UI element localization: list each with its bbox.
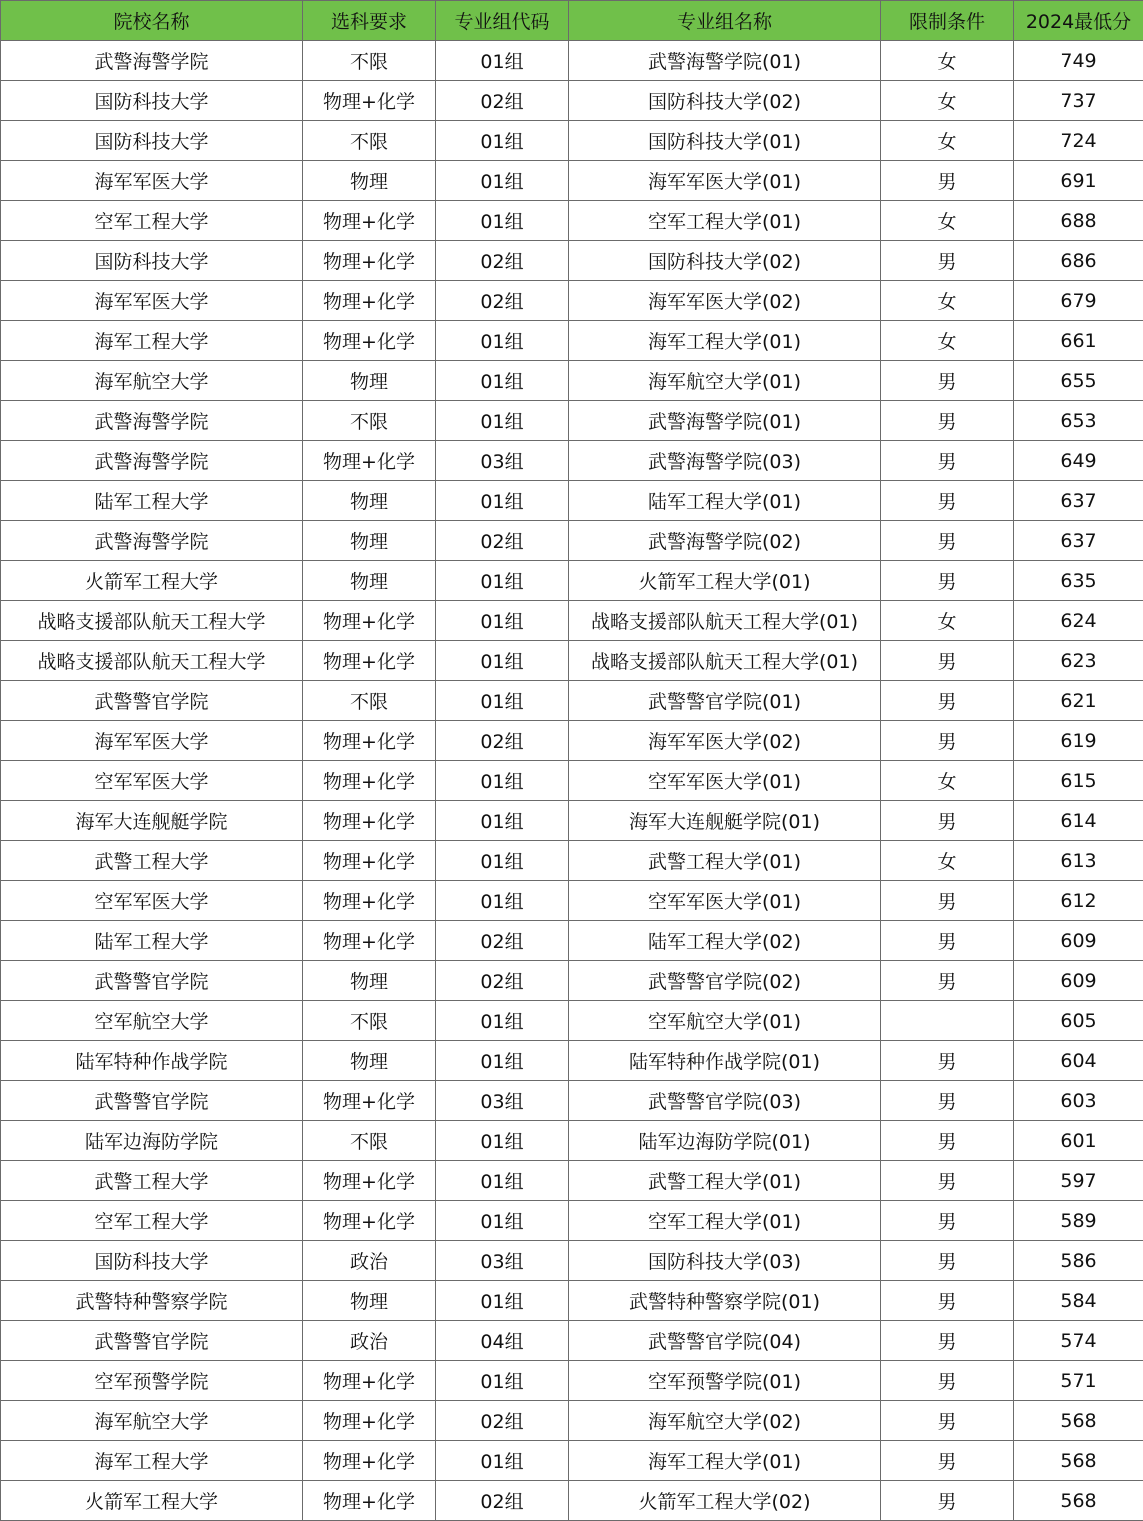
cell-group-code: 01组 (436, 1281, 569, 1321)
cell-subject-requirement: 不限 (303, 121, 436, 161)
cell-school-name: 国防科技大学 (1, 121, 303, 161)
table-row (1, 1121, 1143, 1161)
cell-group-name: 海军军医大学(01) (569, 161, 881, 201)
cell-restriction: 男 (881, 161, 1014, 201)
cell-min-score: 679 (1014, 281, 1143, 321)
cell-subject-requirement: 物理+化学 (303, 801, 436, 841)
cell-restriction: 女 (881, 761, 1014, 801)
cell-min-score: 737 (1014, 81, 1143, 121)
table-row (1, 401, 1143, 441)
cell-min-score: 574 (1014, 1321, 1143, 1361)
cell-min-score: 691 (1014, 161, 1143, 201)
table-body (1, 41, 1143, 1521)
cell-group-code: 01组 (436, 1441, 569, 1481)
cell-subject-requirement: 物理+化学 (303, 601, 436, 641)
cell-restriction: 男 (881, 921, 1014, 961)
cell-restriction: 男 (881, 1241, 1014, 1281)
cell-school-name: 陆军工程大学 (1, 921, 303, 961)
table-row (1, 281, 1143, 321)
cell-restriction: 女 (881, 121, 1014, 161)
table-row (1, 561, 1143, 601)
cell-school-name: 国防科技大学 (1, 81, 303, 121)
table-row (1, 681, 1143, 721)
cell-group-name: 陆军边海防学院(01) (569, 1121, 881, 1161)
cell-group-name: 战略支援部队航天工程大学(01) (569, 601, 881, 641)
cell-group-name: 空军航空大学(01) (569, 1001, 881, 1041)
table-row (1, 1481, 1143, 1521)
cell-subject-requirement: 物理 (303, 961, 436, 1001)
cell-school-name: 国防科技大学 (1, 1241, 303, 1281)
header-min-score-2024: 2024最低分 (1014, 1, 1143, 41)
cell-group-code: 01组 (436, 1201, 569, 1241)
cell-school-name: 战略支援部队航天工程大学 (1, 601, 303, 641)
cell-group-code: 01组 (436, 481, 569, 521)
table-row (1, 961, 1143, 1001)
cell-subject-requirement: 不限 (303, 401, 436, 441)
cell-group-name: 海军工程大学(01) (569, 1441, 881, 1481)
cell-group-name: 国防科技大学(01) (569, 121, 881, 161)
cell-group-name: 武警海警学院(01) (569, 41, 881, 81)
cell-group-code: 01组 (436, 121, 569, 161)
table-row (1, 1041, 1143, 1081)
cell-group-name: 陆军工程大学(02) (569, 921, 881, 961)
cell-group-name: 国防科技大学(02) (569, 81, 881, 121)
header-subject-requirement: 选科要求 (303, 1, 436, 41)
cell-group-code: 01组 (436, 361, 569, 401)
cell-group-code: 01组 (436, 681, 569, 721)
table-row (1, 1441, 1143, 1481)
table-row (1, 1201, 1143, 1241)
cell-restriction: 女 (881, 41, 1014, 81)
cell-subject-requirement: 物理+化学 (303, 1081, 436, 1121)
cell-min-score: 724 (1014, 121, 1143, 161)
cell-subject-requirement: 物理+化学 (303, 321, 436, 361)
cell-restriction: 男 (881, 241, 1014, 281)
cell-restriction: 女 (881, 321, 1014, 361)
table-row (1, 1001, 1143, 1041)
table-row (1, 1281, 1143, 1321)
cell-min-score: 653 (1014, 401, 1143, 441)
cell-subject-requirement: 物理 (303, 1041, 436, 1081)
cell-school-name: 火箭军工程大学 (1, 1481, 303, 1521)
cell-restriction: 女 (881, 601, 1014, 641)
cell-school-name: 海军军医大学 (1, 721, 303, 761)
cell-subject-requirement: 物理+化学 (303, 441, 436, 481)
cell-subject-requirement: 物理+化学 (303, 241, 436, 281)
cell-group-code: 01组 (436, 801, 569, 841)
table-row (1, 1241, 1143, 1281)
cell-group-code: 03组 (436, 441, 569, 481)
cell-restriction: 女 (881, 201, 1014, 241)
cell-school-name: 空军军医大学 (1, 881, 303, 921)
table-row (1, 441, 1143, 481)
cell-subject-requirement: 物理+化学 (303, 641, 436, 681)
table-row (1, 641, 1143, 681)
cell-group-name: 火箭军工程大学(02) (569, 1481, 881, 1521)
cell-restriction: 男 (881, 361, 1014, 401)
cell-subject-requirement: 不限 (303, 681, 436, 721)
table-row (1, 241, 1143, 281)
cell-school-name: 空军军医大学 (1, 761, 303, 801)
cell-school-name: 空军航空大学 (1, 1001, 303, 1041)
cell-school-name: 武警海警学院 (1, 401, 303, 441)
cell-restriction: 男 (881, 1441, 1014, 1481)
cell-school-name: 武警海警学院 (1, 441, 303, 481)
cell-min-score: 612 (1014, 881, 1143, 921)
cell-group-code: 02组 (436, 1481, 569, 1521)
cell-group-code: 02组 (436, 241, 569, 281)
cell-school-name: 海军工程大学 (1, 1441, 303, 1481)
cell-school-name: 武警警官学院 (1, 961, 303, 1001)
cell-group-code: 01组 (436, 161, 569, 201)
cell-restriction: 男 (881, 1041, 1014, 1081)
cell-group-code: 01组 (436, 601, 569, 641)
cell-group-name: 空军军医大学(01) (569, 881, 881, 921)
cell-school-name: 海军大连舰艇学院 (1, 801, 303, 841)
cell-school-name: 陆军特种作战学院 (1, 1041, 303, 1081)
table-row (1, 881, 1143, 921)
cell-group-name: 火箭军工程大学(01) (569, 561, 881, 601)
cell-min-score: 586 (1014, 1241, 1143, 1281)
cell-min-score: 615 (1014, 761, 1143, 801)
table-row (1, 41, 1143, 81)
cell-group-name: 海军大连舰艇学院(01) (569, 801, 881, 841)
header-restriction: 限制条件 (881, 1, 1014, 41)
cell-group-code: 01组 (436, 761, 569, 801)
cell-group-name: 海军航空大学(01) (569, 361, 881, 401)
cell-subject-requirement: 物理+化学 (303, 1361, 436, 1401)
cell-min-score: 609 (1014, 921, 1143, 961)
cell-min-score: 571 (1014, 1361, 1143, 1401)
cell-group-code: 01组 (436, 641, 569, 681)
cell-group-name: 海军军医大学(02) (569, 721, 881, 761)
cell-school-name: 陆军工程大学 (1, 481, 303, 521)
cell-subject-requirement: 物理 (303, 1281, 436, 1321)
cell-subject-requirement: 政治 (303, 1241, 436, 1281)
cell-group-code: 01组 (436, 321, 569, 361)
cell-group-name: 陆军特种作战学院(01) (569, 1041, 881, 1081)
cell-min-score: 614 (1014, 801, 1143, 841)
cell-subject-requirement: 物理+化学 (303, 1161, 436, 1201)
cell-school-name: 战略支援部队航天工程大学 (1, 641, 303, 681)
cell-min-score: 568 (1014, 1401, 1143, 1441)
cell-school-name: 空军工程大学 (1, 1201, 303, 1241)
cell-group-code: 02组 (436, 721, 569, 761)
cell-group-name: 陆军工程大学(01) (569, 481, 881, 521)
cell-group-name: 国防科技大学(02) (569, 241, 881, 281)
cell-min-score: 637 (1014, 521, 1143, 561)
cell-restriction (881, 1001, 1014, 1041)
cell-group-code: 01组 (436, 1041, 569, 1081)
cell-school-name: 火箭军工程大学 (1, 561, 303, 601)
cell-restriction: 男 (881, 521, 1014, 561)
cell-group-code: 02组 (436, 1401, 569, 1441)
header-group-code: 专业组代码 (436, 1, 569, 41)
cell-min-score: 589 (1014, 1201, 1143, 1241)
cell-group-code: 01组 (436, 201, 569, 241)
cell-group-name: 武警海警学院(02) (569, 521, 881, 561)
cell-subject-requirement: 物理+化学 (303, 761, 436, 801)
cell-school-name: 武警警官学院 (1, 681, 303, 721)
cell-subject-requirement: 物理 (303, 361, 436, 401)
cell-group-name: 武警工程大学(01) (569, 1161, 881, 1201)
cell-group-code: 03组 (436, 1081, 569, 1121)
table-row (1, 1321, 1143, 1361)
cell-group-code: 01组 (436, 1001, 569, 1041)
header-group-name: 专业组名称 (569, 1, 881, 41)
cell-min-score: 584 (1014, 1281, 1143, 1321)
table-row (1, 801, 1143, 841)
cell-school-name: 海军军医大学 (1, 161, 303, 201)
cell-group-code: 04组 (436, 1321, 569, 1361)
cell-min-score: 568 (1014, 1481, 1143, 1521)
cell-subject-requirement: 物理 (303, 161, 436, 201)
cell-school-name: 空军预警学院 (1, 1361, 303, 1401)
header-row (1, 1, 1143, 41)
cell-group-name: 空军军医大学(01) (569, 761, 881, 801)
cell-subject-requirement: 物理+化学 (303, 721, 436, 761)
table-row (1, 1161, 1143, 1201)
cell-min-score: 688 (1014, 201, 1143, 241)
cell-group-code: 02组 (436, 961, 569, 1001)
header-school-name: 院校名称 (1, 1, 303, 41)
cell-group-code: 01组 (436, 1121, 569, 1161)
cell-group-code: 01组 (436, 841, 569, 881)
cell-school-name: 武警海警学院 (1, 41, 303, 81)
table-row (1, 81, 1143, 121)
table-row (1, 481, 1143, 521)
cell-group-code: 01组 (436, 1161, 569, 1201)
cell-restriction: 男 (881, 561, 1014, 601)
table-row (1, 161, 1143, 201)
table-row (1, 1081, 1143, 1121)
cell-restriction: 男 (881, 681, 1014, 721)
cell-subject-requirement: 物理+化学 (303, 881, 436, 921)
table-row (1, 761, 1143, 801)
table-row (1, 1361, 1143, 1401)
cell-subject-requirement: 物理+化学 (303, 281, 436, 321)
table-row (1, 721, 1143, 761)
cell-group-name: 空军预警学院(01) (569, 1361, 881, 1401)
table-row (1, 1401, 1143, 1441)
cell-subject-requirement: 物理+化学 (303, 1401, 436, 1441)
cell-school-name: 海军军医大学 (1, 281, 303, 321)
table-row (1, 521, 1143, 561)
cell-group-code: 03组 (436, 1241, 569, 1281)
cell-min-score: 649 (1014, 441, 1143, 481)
cell-group-name: 战略支援部队航天工程大学(01) (569, 641, 881, 681)
cell-group-name: 海军航空大学(02) (569, 1401, 881, 1441)
cell-group-code: 01组 (436, 881, 569, 921)
cell-group-name: 武警海警学院(01) (569, 401, 881, 441)
cell-school-name: 海军工程大学 (1, 321, 303, 361)
cell-min-score: 568 (1014, 1441, 1143, 1481)
cell-school-name: 海军航空大学 (1, 1401, 303, 1441)
cell-min-score: 609 (1014, 961, 1143, 1001)
cell-group-code: 02组 (436, 921, 569, 961)
cell-subject-requirement: 物理+化学 (303, 1201, 436, 1241)
cell-restriction: 男 (881, 481, 1014, 521)
cell-restriction: 男 (881, 881, 1014, 921)
cell-min-score: 621 (1014, 681, 1143, 721)
cell-min-score: 686 (1014, 241, 1143, 281)
cell-school-name: 武警工程大学 (1, 1161, 303, 1201)
cell-group-code: 02组 (436, 281, 569, 321)
cell-group-code: 02组 (436, 81, 569, 121)
cell-group-name: 空军工程大学(01) (569, 1201, 881, 1241)
cell-group-code: 01组 (436, 401, 569, 441)
cell-min-score: 624 (1014, 601, 1143, 641)
cell-school-name: 国防科技大学 (1, 241, 303, 281)
cell-group-name: 空军工程大学(01) (569, 201, 881, 241)
cell-restriction: 男 (881, 1481, 1014, 1521)
cell-restriction: 男 (881, 1401, 1014, 1441)
cell-restriction: 男 (881, 1361, 1014, 1401)
cell-subject-requirement: 政治 (303, 1321, 436, 1361)
table-row (1, 121, 1143, 161)
cell-group-name: 武警特种警察学院(01) (569, 1281, 881, 1321)
cell-group-name: 武警警官学院(02) (569, 961, 881, 1001)
cell-group-name: 武警警官学院(04) (569, 1321, 881, 1361)
cell-group-name: 国防科技大学(03) (569, 1241, 881, 1281)
cell-restriction: 男 (881, 1281, 1014, 1321)
cell-restriction: 男 (881, 1081, 1014, 1121)
cell-subject-requirement: 不限 (303, 41, 436, 81)
table-header (1, 1, 1143, 41)
cell-group-name: 武警工程大学(01) (569, 841, 881, 881)
cell-restriction: 男 (881, 1201, 1014, 1241)
cell-restriction: 女 (881, 841, 1014, 881)
table-row (1, 321, 1143, 361)
cell-restriction: 男 (881, 441, 1014, 481)
cell-subject-requirement: 物理+化学 (303, 921, 436, 961)
cell-subject-requirement: 物理 (303, 521, 436, 561)
cell-min-score: 605 (1014, 1001, 1143, 1041)
cell-restriction: 男 (881, 721, 1014, 761)
cell-group-name: 武警警官学院(03) (569, 1081, 881, 1121)
cell-subject-requirement: 物理+化学 (303, 841, 436, 881)
table-row (1, 201, 1143, 241)
cell-subject-requirement: 物理+化学 (303, 1481, 436, 1521)
cell-group-code: 02组 (436, 521, 569, 561)
cell-restriction: 男 (881, 641, 1014, 681)
cell-group-name: 武警警官学院(01) (569, 681, 881, 721)
cell-min-score: 597 (1014, 1161, 1143, 1201)
cell-min-score: 661 (1014, 321, 1143, 361)
table-row (1, 361, 1143, 401)
cell-school-name: 武警警官学院 (1, 1321, 303, 1361)
cell-school-name: 武警警官学院 (1, 1081, 303, 1121)
cell-subject-requirement: 物理 (303, 561, 436, 601)
cell-subject-requirement: 物理+化学 (303, 81, 436, 121)
cell-subject-requirement: 不限 (303, 1001, 436, 1041)
cell-school-name: 空军工程大学 (1, 201, 303, 241)
cell-school-name: 武警工程大学 (1, 841, 303, 881)
cell-restriction: 男 (881, 1121, 1014, 1161)
cell-group-code: 01组 (436, 1361, 569, 1401)
cell-restriction: 女 (881, 281, 1014, 321)
cell-min-score: 603 (1014, 1081, 1143, 1121)
cell-restriction: 男 (881, 801, 1014, 841)
cell-group-name: 武警海警学院(03) (569, 441, 881, 481)
cell-group-name: 海军军医大学(02) (569, 281, 881, 321)
cell-min-score: 655 (1014, 361, 1143, 401)
cell-restriction: 男 (881, 1161, 1014, 1201)
cell-school-name: 武警海警学院 (1, 521, 303, 561)
cell-min-score: 637 (1014, 481, 1143, 521)
table-row (1, 601, 1143, 641)
cell-subject-requirement: 物理 (303, 481, 436, 521)
cell-min-score: 604 (1014, 1041, 1143, 1081)
cell-min-score: 635 (1014, 561, 1143, 601)
table-row (1, 921, 1143, 961)
cell-min-score: 601 (1014, 1121, 1143, 1161)
cell-group-name: 海军工程大学(01) (569, 321, 881, 361)
cell-subject-requirement: 物理+化学 (303, 1441, 436, 1481)
cell-min-score: 619 (1014, 721, 1143, 761)
table-row (1, 841, 1143, 881)
cell-school-name: 武警特种警察学院 (1, 1281, 303, 1321)
cell-subject-requirement: 不限 (303, 1121, 436, 1161)
cell-school-name: 海军航空大学 (1, 361, 303, 401)
cell-min-score: 613 (1014, 841, 1143, 881)
cell-restriction: 男 (881, 961, 1014, 1001)
cell-min-score: 749 (1014, 41, 1143, 81)
cell-group-code: 01组 (436, 41, 569, 81)
cell-subject-requirement: 物理+化学 (303, 201, 436, 241)
cell-school-name: 陆军边海防学院 (1, 1121, 303, 1161)
cell-restriction: 男 (881, 1321, 1014, 1361)
cell-group-code: 01组 (436, 561, 569, 601)
cell-restriction: 男 (881, 401, 1014, 441)
cell-min-score: 623 (1014, 641, 1143, 681)
cell-restriction: 女 (881, 81, 1014, 121)
